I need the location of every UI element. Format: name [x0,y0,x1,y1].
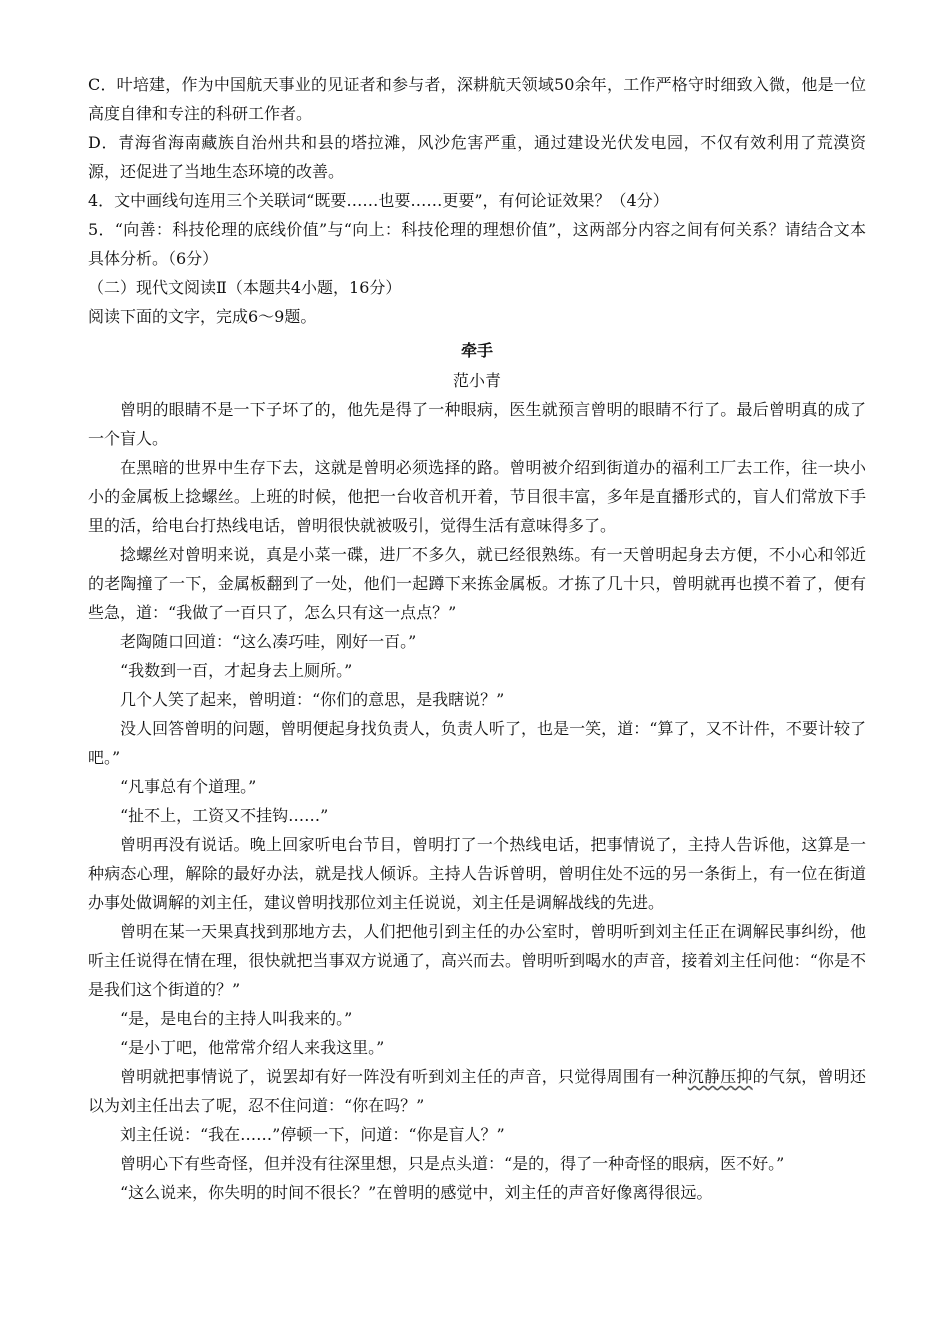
story-paragraph: “扯不上，工资又不挂钩……” [120,806,329,825]
option-d: D．青海省海南藏族自治州共和县的塔拉滩，风沙危害严重，通过建设光伏发电园，不仅有效利用了荒漠资源，还促进了当地生态环境的改善。 [88,133,866,181]
story-paragraph: 曾明心下有些奇怪，但并没有往深里想，只是点头道：“是的，得了一种奇怪的眼病，医不好。” [120,1154,785,1173]
story-paragraph: “这么说来，你失明的时间不很长？”在曾明的感觉中，刘主任的声音好像离得很远。 [120,1183,713,1202]
paragraph-text-part: 曾明就把事情说了，说罢却有好一阵没有听到刘主任的声音，只觉得周围有一种 [120,1067,688,1086]
story-paragraph: “我数到一百，才起身去上厕所。” [120,661,353,680]
story-paragraph: “是小丁吧，他常常介绍人来我这里。” [120,1038,385,1057]
story-author: 范小青 [452,371,501,390]
question-4: 4．文中画线句连用三个关联词“既要……也要……更要”，有何论证效果？（4分） [88,191,669,210]
paragraph-text-part: 的气氛，曾明还以为刘主任出去了呢，忍不住问道：“你在吗？” [88,1067,866,1115]
section-heading: （二）现代文阅读Ⅱ（本题共4小题，16分） [88,278,402,297]
question-5: 5．“向善：科技伦理的底线价值”与“向上：科技伦理的理想价值”，这两部分内容之间有何关系？请结合文本具体分析。（6分） [88,220,866,268]
story-paragraph: 捻螺丝对曾明来说，真是小菜一碟，进厂不多久，就已经很熟练。有一天曾明起身去方便，不小心和邻近的老陶撞了一下，金属板翻到了一处，他们一起蹲下来拣金属板。才拣了几十只，曾明就再也摸不着了，便有些急，道：“我做了一百只了，怎么只有这一点点？” [88,545,866,622]
story-paragraph: 曾明的眼睛不是一下子坏了的，他先是得了一种眼病，医生就预言曾明的眼睛不行了。最后曾明真的成了一个盲人。 [88,400,866,448]
story-paragraph-underlined [88,1062,866,1120]
story-paragraph: 刘主任说：“我在……”停顿一下，问道：“你是盲人？” [120,1125,505,1144]
story-paragraph: “是，是电台的主持人叫我来的。” [120,1009,353,1028]
story-paragraph: 老陶随口回道：“这么凑巧哇，刚好一百。” [120,632,417,651]
story-paragraph: 没人回答曾明的问题，曾明便起身找负责人，负责人听了，也是一笑，道：“算了，又不计件，不要计较了吧。” [88,719,866,767]
story-paragraph: 几个人笑了起来，曾明道：“你们的意思，是我瞎说？” [120,690,505,709]
story-paragraph: 曾明再没有说话。晚上回家听电台节目，曾明打了一个热线电话，把事情说了，主持人告诉他，这算是一种病态心理，解除的最好办法，就是找人倾诉。主持人告诉曾明，曾明住处不远的另一条街上，有一位在街道办事处做调解的刘主任，建议曾明找那位刘主任说说，刘主任是调解战线的先进。 [88,835,866,912]
story-paragraph: 曾明在某一天果真找到那地方去，人们把他引到主任的办公室时，曾明听到刘主任正在调解民事纠纷，他听主任说得在情在理，很快就把当事双方说通了，高兴而去。曾明听到喝水的声音，接着刘主任问他：“你是不是我们这个街道的？” [88,922,866,999]
story-paragraph: 在黑暗的世界中生存下去，这就是曾明必须选择的路。曾明被介绍到街道办的福利工厂去工作，往一块小小的金属板上捻螺丝。上班的时候，他把一台收音机开着，节目很丰富，多年是直播形式的，盲人们常放下手里的活，给电台打热线电话，曾明很快就被吸引，觉得生活有意味得多了。 [88,458,866,535]
underlined-phrase: 沉静压抑 [687,1067,753,1086]
option-c: C．叶培建，作为中国航天事业的见证者和参与者，深耕航天领域50余年，工作严格守时细致入微，他是一位高度自律和专注的科研工作者。 [88,75,866,123]
section-instruction: 阅读下面的文字，完成6～9题。 [88,307,317,326]
story-title: 牵手 [460,343,493,360]
story-paragraph: “凡事总有个道理。” [120,777,257,796]
exam-page [88,70,866,1207]
